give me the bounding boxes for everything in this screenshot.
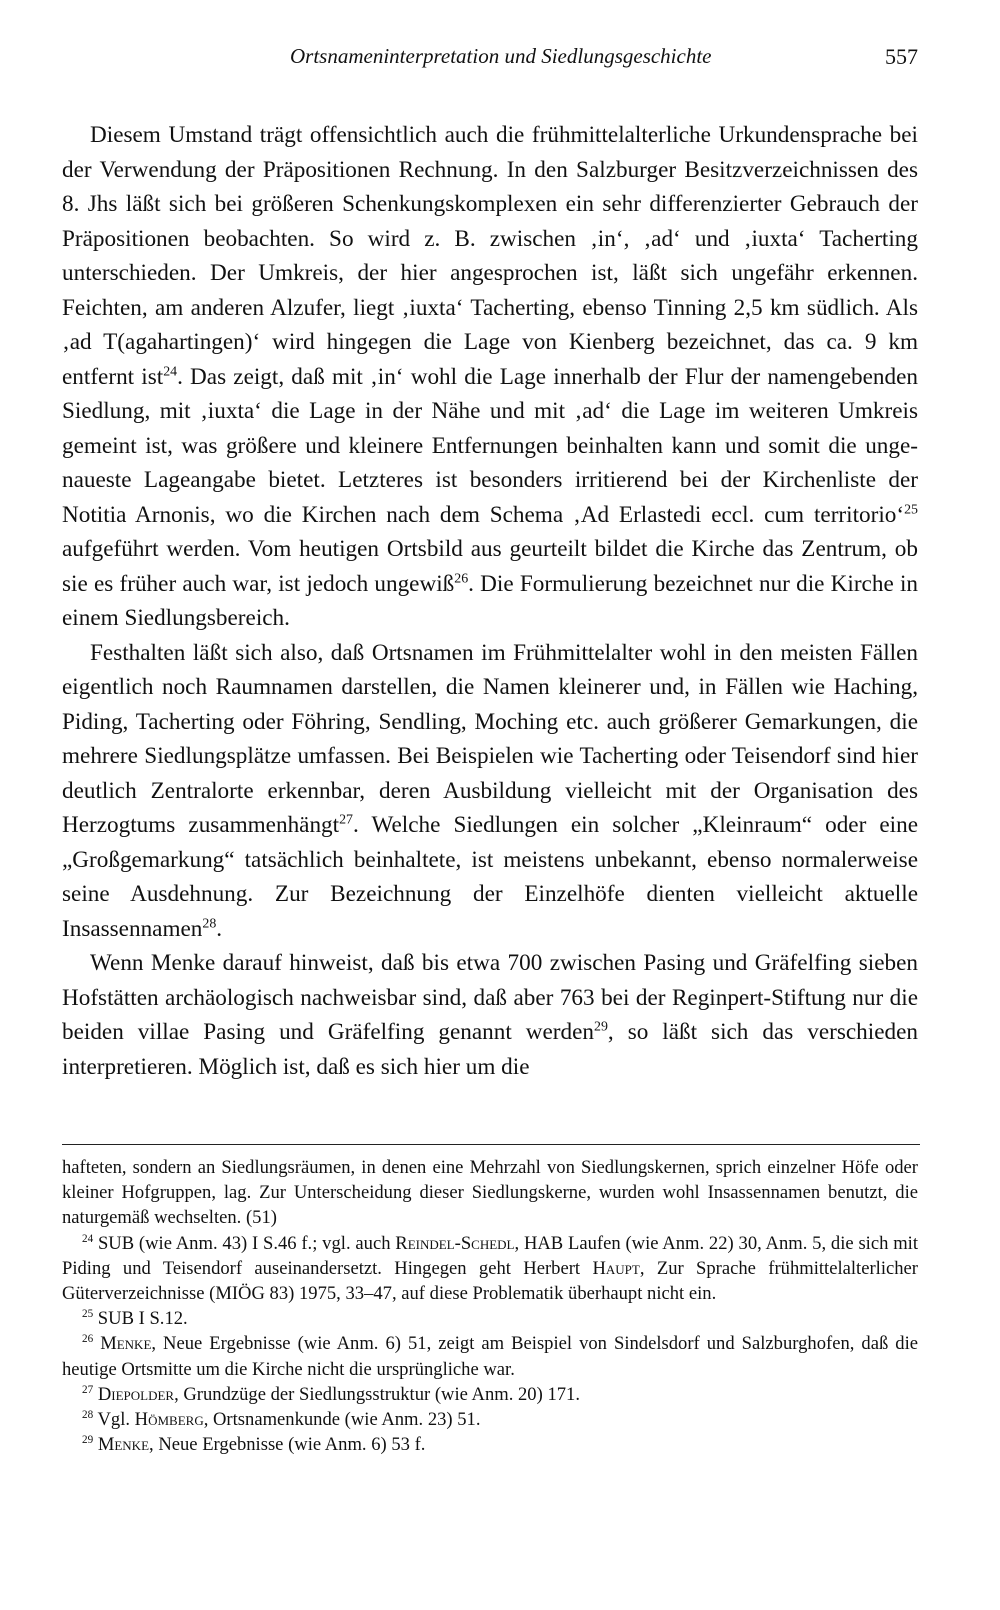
author-name: Haupt bbox=[592, 1257, 640, 1279]
text-run: SUB (wie Anm. 43) I S.46 f.; vgl. auch bbox=[93, 1232, 396, 1254]
text-run: , Neue Ergebnisse (wie Anm. 6) 53 f. bbox=[149, 1434, 426, 1456]
text-run: , Grundzüge der Siedlungsstruktur (wie Anm. 20) 171. bbox=[174, 1383, 580, 1405]
paragraph-2 bbox=[62, 636, 918, 947]
page-number: 557 bbox=[885, 44, 918, 69]
footnote-ref-29: 29 bbox=[594, 1019, 608, 1035]
paragraph-3 bbox=[62, 946, 918, 1084]
footnote-number: 24 bbox=[82, 1232, 94, 1245]
text-run: . Welche Siedlungen ein solcher „Kleinraum“ oder eine „Großgemarkung“ tatsächlich beinhaltete, ist meistens unbekannt, ebenso normalerweise seine Ausdehnung. Zur Bezeichnung der Einzelhöfe dienten vielleicht aktuelle Insassennamen bbox=[62, 812, 919, 942]
author-name: Menke bbox=[97, 1434, 150, 1456]
main-text bbox=[62, 118, 918, 1084]
footnote-number: 25 bbox=[82, 1308, 94, 1321]
running-header bbox=[290, 44, 918, 78]
text-run: , HAB Laufen (wie Anm. 22) 30, Anm. 5, die sich mit Piding und Teisendorf auseinandersetzt. Hingegen geht Herbert bbox=[62, 1232, 918, 1279]
footnote-25 bbox=[62, 1306, 918, 1331]
footnote-divider bbox=[62, 1144, 920, 1145]
footnotes bbox=[62, 1155, 918, 1457]
footnote-26 bbox=[62, 1331, 918, 1381]
footnote-ref-28: 28 bbox=[202, 915, 217, 931]
author-name: Reindel-Schedl bbox=[395, 1232, 515, 1254]
footnote-27 bbox=[62, 1382, 918, 1407]
text-run: Festhalten läßt sich also, daß Ortsnamen im Frühmittelalter wohl in den meisten Fällen eigentlich noch Raumnamen darstellen, die Namen kleinerer und, in Fällen wie Haching, Piding, Tacherting oder Föhring, Sendling, Moching etc. auch größerer Gemarkungen, die mehrere Siedlungsplätze umfassen. Bei Beispielen wie Tacherting oder Teisendorf sind hier deutlich Zentralorte erkennbar, deren Ausbildung vielleicht mit der Organisation des Herzogtums zusammenhängt bbox=[62, 639, 918, 838]
footnote-24 bbox=[62, 1231, 918, 1307]
footnote-29 bbox=[62, 1432, 918, 1457]
footnote-ref-25: 25 bbox=[904, 501, 918, 517]
text-run: , so läßt sich das verschieden interpretieren. Möglich ist, daß es sich hier um die bbox=[62, 1019, 918, 1080]
text-run: Wenn Menke darauf hinweist, daß bis etwa 700 zwischen Pasing und Gräfelfing sieben Hofstätten archäologisch nachweisbar sind, daß aber 763 bei der Reginpert-Stiftung nur die beiden villae Pasing und Gräfelfing genannt werden bbox=[62, 950, 918, 1045]
author-name: Diepolder bbox=[97, 1383, 175, 1405]
footnote-ref-24: 24 bbox=[163, 363, 178, 379]
text-run: Vgl. bbox=[93, 1409, 135, 1431]
footnote-number: 26 bbox=[82, 1333, 94, 1346]
footnote-ref-26: 26 bbox=[454, 570, 469, 586]
footnote-28 bbox=[62, 1407, 918, 1432]
text-run: aufgeführt werden. Vom heutigen Ortsbild aus geurteilt bildet die Kirche das Zentrum, ob sie es früher auch war, ist jedoch ungewiß bbox=[62, 536, 918, 597]
text-run: , Ortsnamenkunde (wie Anm. 23) 51. bbox=[203, 1409, 481, 1431]
text-run: Diesem Umstand trägt offensichtlich auch die frühmittelalterliche Urkundensprache bei der Verwendung der Präpositionen Rechnung. In den Salzburger Besitzverzeichnissen des 8. Jhs läßt sich bei größeren Schenkungskomplexen ein sehr differenzierter Gebrauch der Präpositionen beobachten. So wird z. B. zwischen ‚in‘, ‚ad‘ und ‚iuxta‘ Tacherting unterschieden. Der Umkreis, der hier angesprochen ist, läßt sich ungefähr erkennen. Feichten, am anderen Alzufer, liegt ‚iuxta‘ Tacherting, ebenso Tinning 2,5 km südlich. Als ‚ad T(agahartingen)‘ wird hingegen die Lage von Kienberg bezeichnet, das ca. 9 km entfernt ist bbox=[62, 122, 918, 390]
footnote-number: 28 bbox=[82, 1408, 94, 1421]
text-run: . Die Formulierung bezeichnet nur die Kirche in einem Siedlungsbereich. bbox=[62, 570, 918, 631]
text-run: , Zur Sprache frühmittelalterlicher Güterverzeichnisse (MIÖG 83) 1975, 33–47, auf diese Problematik überhaupt nicht ein. bbox=[62, 1257, 918, 1305]
running-title: Ortsnameninterpretation und Siedlungsgeschichte bbox=[290, 44, 712, 68]
text-run: . bbox=[216, 915, 223, 942]
author-name: Hömberg bbox=[134, 1409, 204, 1431]
text-run: . Das zeigt, daß mit ‚in‘ wohl die Lage innerhalb der Flur der namengebenden Siedlung, mit ‚iuxta‘ die Lage in der Nähe und mit ‚ad‘ die Lage im weiteren Umkreis gemeint ist, was größere und kleinere Entfernungen beinhalten kann und somit die ungenaueste Lageangabe bietet. Letzteres ist besonders irritierend bei der Kirchenliste der Notitia Arnonis, wo die Kirchen nach dem Schema ‚Ad Erlastedi eccl. cum territorio‘ bbox=[62, 363, 918, 528]
footnote-continued: hafteten, sondern an Siedlungsräumen, in denen eine Mehrzahl von Siedlungskernen, sprich einzelner Höfe oder kleiner Hofgruppen, lag. Zur Unterscheidung dieser Siedlungskerne, wurden wohl Insassennamen benutzt, die naturgemäß wechselten. (51) bbox=[62, 1157, 918, 1229]
footnote-number: 27 bbox=[82, 1383, 94, 1396]
text-run: SUB I S.12. bbox=[93, 1308, 188, 1330]
footnote-ref-27: 27 bbox=[339, 812, 353, 828]
author-name: Menke bbox=[100, 1333, 152, 1355]
footnote-number: 29 bbox=[82, 1434, 94, 1447]
text-run: , Neue Ergebnisse (wie Anm. 6) 51, zeigt am Beispiel von Sindelsdorf und Salzburghofen, daß die heutige Ortsmitte um die Kirche nicht die ursprüngliche war. bbox=[62, 1333, 918, 1380]
paragraph-1 bbox=[62, 118, 918, 636]
